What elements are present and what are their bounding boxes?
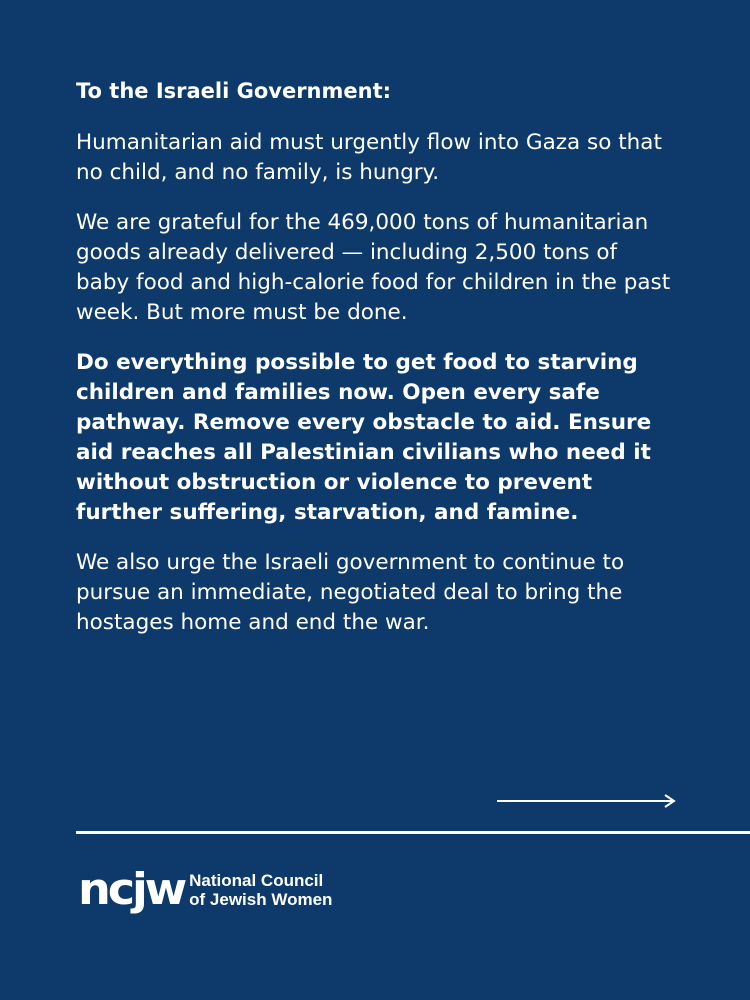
letter-body — [76, 76, 676, 658]
paragraph-aid-urgency: Humanitarian aid must urgently flow into Gaza so that no child, and no family, is hungry. — [76, 130, 662, 185]
paragraph-gratitude: We are grateful for the 469,000 tons of humanitarian goods already delivered — including 2,500 tons of baby food and high-calorie food for children in the past week. But more must be done. — [76, 210, 671, 325]
org-name-line-2: of Jewish Women — [189, 890, 333, 909]
arrow-right-icon — [497, 792, 677, 810]
logo-org-name — [189, 871, 332, 909]
letter-heading: To the Israeli Government: — [76, 79, 392, 103]
org-name-line-1: National Council — [189, 871, 324, 890]
ncjw-logo — [78, 864, 333, 915]
logo-mark: ncjw — [78, 864, 185, 915]
paragraph-hostage-deal: We also urge the Israeli government to continue to pursue an immediate, negotiated deal to bring the hostages home and end the war. — [76, 550, 625, 635]
paragraph-demands: Do everything possible to get food to starving children and families now. Open every safe pathway. Remove every obstacle to aid. Ensure aid reaches all Palestinian civilians who need it without obstruction or violence to prevent further suffering, starvation, and famine. — [76, 350, 652, 525]
footer-divider — [76, 831, 750, 834]
